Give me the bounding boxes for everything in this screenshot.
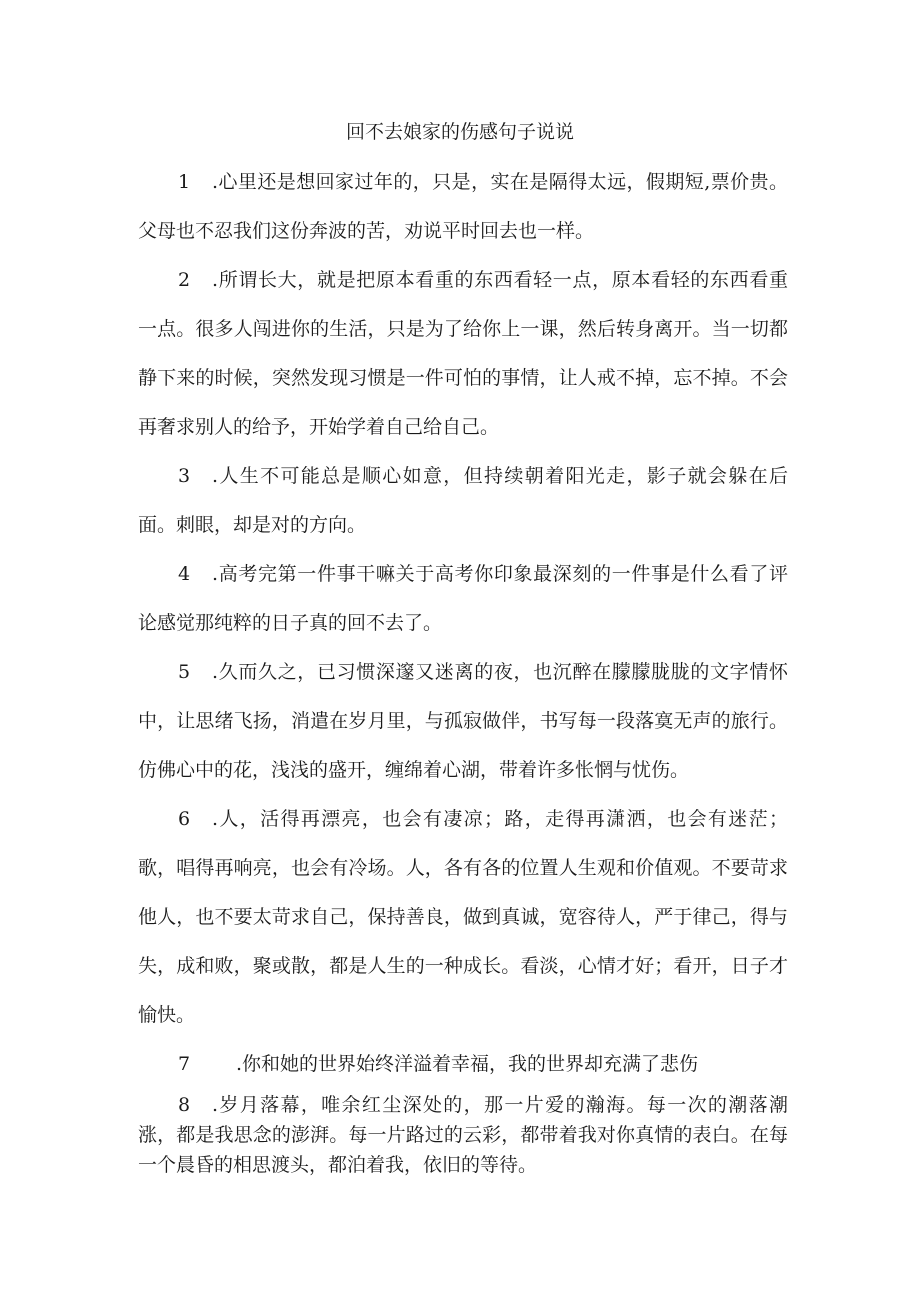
paragraph-2 — [138, 256, 788, 452]
paragraph-number: 5 — [178, 661, 191, 683]
paragraph-text: .久而久之，已习惯深邃又迷离的夜，也沉醉在朦朦胧胧的文字情怀中，让思绪飞扬，消遣在岁月里，与孤寂做伴，书写每一段落寞无声的旅行。仿佛心中的花，浅浅的盛开，缠绵着心湖，带着许多怅惘与忧伤。 — [138, 661, 788, 781]
paragraph-text: .你和她的世界始终洋溢着幸福，我的世界却充满了悲伤 — [236, 1053, 699, 1075]
paragraph-3 — [138, 452, 788, 550]
paragraph-text: .心里还是想回家过年的，只是，实在是隔得太远，假期短,票价贵。父母也不忍我们这份奔波的苦，劝说平时回去也一样。 — [138, 171, 788, 242]
paragraph-text: .岁月落幕，唯余红尘深处的，那一片爱的瀚海。每一次的潮落潮涨，都是我思念的澎湃。每一片路过的云彩，都带着我对你真情的表白。在每一个晨昏的相思渡头，都泊着我，依旧的等待。 — [138, 1094, 788, 1176]
paragraph-text: .高考完第一件事干嘛关于高考你印象最深刻的一件事是什么看了评论感觉那纯粹的日子真的回不去了。 — [138, 563, 788, 634]
paragraph-number: 6 — [178, 808, 191, 830]
paragraph-1 — [138, 158, 788, 256]
paragraph-6 — [138, 795, 788, 1040]
paragraph-text: .人，活得再漂亮，也会有凄凉；路，走得再潇洒，也会有迷茫；歌，唱得再响亮，也会有冷场。人，各有各的位置人生观和价值观。不要苛求他人，也不要太苛求自己，保持善良，做到真诚，宽容待人，严于律己，得与失，成和败，聚或散，都是人生的一种成长。看淡，心情才好；看开，日子才愉快。 — [138, 808, 788, 1026]
paragraph-number: 4 — [178, 563, 191, 585]
paragraph-7 — [138, 1040, 788, 1089]
paragraph-number: 1 — [178, 171, 191, 193]
document-title: 回不去娘家的伤感句子说说 — [345, 121, 574, 143]
paragraph-number: 8 — [178, 1094, 191, 1116]
paragraph-number: 3 — [178, 465, 191, 487]
paragraph-8 — [138, 1090, 788, 1180]
paragraph-text: .人生不可能总是顺心如意，但持续朝着阳光走，影子就会躲在后面。刺眼，却是对的方向。 — [138, 465, 788, 536]
paragraph-text: .所谓长大，就是把原本看重的东西看轻一点，原本看轻的东西看重一点。很多人闯进你的生活，只是为了给你上一课，然后转身离开。当一切都静下来的时候，突然发现习惯是一件可怕的事情，让人戒不掉，忘不掉。不会再奢求别人的给予，开始学着自己给自己。 — [138, 269, 788, 438]
paragraph-number: 7 — [178, 1053, 191, 1075]
paragraph-number: 2 — [178, 269, 191, 291]
paragraph-4 — [138, 550, 788, 648]
paragraph-5 — [138, 648, 788, 795]
